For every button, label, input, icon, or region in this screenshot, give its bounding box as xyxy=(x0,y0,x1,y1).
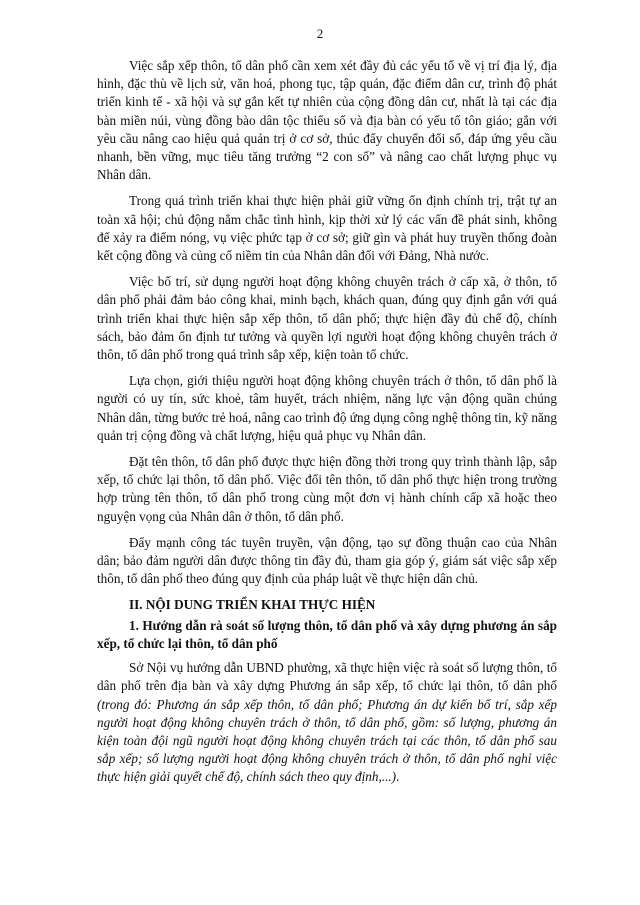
paragraph-review-guidance xyxy=(97,659,557,786)
subsection-heading: 1. Hướng dẫn rà soát số lượng thôn, tổ dân phố và xây dựng phương án sắp xếp, tổ chức lại thôn, tổ dân phố xyxy=(97,617,557,651)
section-heading: II. NỘI DUNG TRIỂN KHAI THỰC HIỆN xyxy=(129,597,376,613)
page-number: 2 xyxy=(316,26,324,41)
paragraph-political-stability: Trong quá trình triển khai thực hiện phải giữ vững ổn định chính trị, trật tự an toàn xã hội; chủ động nắm chắc tình hình, kịp thời xử lý các vấn đề phát sinh, không để xảy ra điểm nóng, vụ việc phức tạp ở cơ sở; giữ gìn và phát huy truyền thống đoàn kết cộng đồng và củng cố niềm tin của Nhân dân đối với Đảng, Nhà nước. xyxy=(97,193,557,264)
document-body xyxy=(97,57,557,795)
paragraph-staff-selection: Lựa chọn, giới thiệu người hoạt động không chuyên trách ở thôn, tổ dân phố là người có uy tín, sức khoẻ, tâm huyết, trách nhiệm, năng lực vận động quần chúng Nhân dân, từng bước trẻ hoá, nâng cao trình độ ứng dụng công nghệ thông tin, kỹ năng quản trị cộng đồng và chất lượng, hiệu quả phục vụ Nhân dân. xyxy=(97,373,557,443)
paragraph-arrangement-factors: Việc sắp xếp thôn, tổ dân phố cần xem xét đầy đủ các yếu tố về vị trí địa lý, địa hình, đặc thù về lịch sử, văn hoá, phong tục, tập quán, đặc điểm dân cư, trình độ phát triển kinh tế - xã hội và sự gắn kết tự nhiên của cộng đồng dân cư, nhất là tại các địa bàn miền núi, vùng đồng bào dân tộc thiểu số và địa bàn có yếu tố tôn giáo; gắn với yêu cầu nâng cao hiệu quả quản trị ở cơ sở, thúc đẩy chuyển đổi số, đáp ứng yêu cầu nhanh, bền vững, mục tiêu tăng trưởng “2 con số” và nâng cao chất lượng phục vụ Nhân dân. xyxy=(97,58,557,183)
review-guidance-text: Sở Nội vụ hướng dẫn UBND phường, xã thực hiện việc rà soát số lượng thôn, tổ dân phố trên địa bàn và xây dựng Phương án sắp xếp, tổ chức lại thôn, tổ dân phố xyxy=(97,660,557,694)
review-guidance-italic: (trong đó: Phương án sắp xếp thôn, tổ dân phố; Phương án dự kiến bố trí, sắp xếp người hoạt động không chuyên trách ở thôn, tổ dân phố, gồm: số lượng, phương án kiện toàn đội ngũ người hoạt động không chuyên trách tại các thôn, tổ dân phố sau sắp xếp; số lượng người hoạt động không chuyên trách ở thôn, tổ dân phố nghỉ việc thực hiện giải quyết chế độ, chính sách theo quy định,...) xyxy=(97,696,557,785)
paragraph-propaganda: Đẩy mạnh công tác tuyên truyền, vận động, tạo sự đồng thuận cao của Nhân dân; bảo đảm người dân được thông tin đầy đủ, tham gia góp ý, giám sát việc sắp xếp thôn, tổ dân phố theo đúng quy định của pháp luật về thực hiện dân chủ. xyxy=(97,534,557,587)
paragraph-staff-arrangement: Việc bố trí, sử dụng người hoạt động không chuyên trách ở cấp xã, ở thôn, tổ dân phố phải đảm bảo công khai, minh bạch, khách quan, đúng quy định gắn với quá trình triển khai thực hiện sắp xếp thôn, tổ dân phố; thực hiện đầy đủ chế độ, chính sách, bảo đảm ổn định tư tưởng và quyền lợi người hoạt động không chuyên trách ở thôn, tổ dân phố trong quá trình sắp xếp, kiện toàn tổ chức. xyxy=(97,274,557,363)
review-guidance-end: . xyxy=(396,769,400,785)
paragraph-naming: Đặt tên thôn, tổ dân phố được thực hiện đồng thời trong quy trình thành lập, sắp xếp, tổ chức lại thôn, tổ dân phố. Việc đổi tên thôn, tổ dân phố thực hiện trong trường hợp trùng tên thôn, tổ dân phố trong cùng một đơn vị hành chính cấp xã hoặc theo nguyện vọng của Nhân dân ở thôn, tổ dân phố. xyxy=(97,454,557,524)
